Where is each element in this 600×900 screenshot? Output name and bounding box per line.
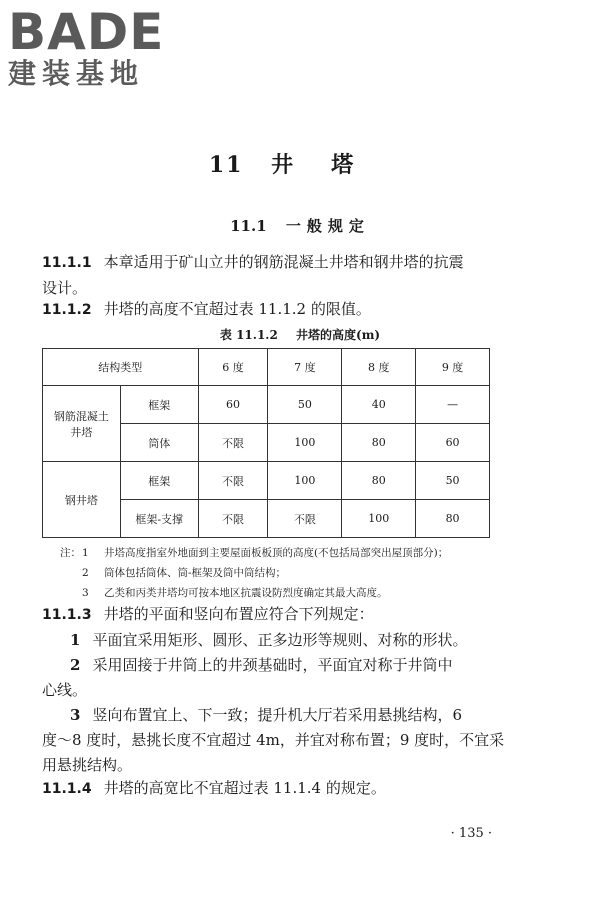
clause-number: 11.1.4: [42, 781, 92, 797]
item-text-cont1: 度～8 度时，悬挑长度不宜超过 4m，并宜对称布置；9 度时，不宜采: [42, 731, 505, 749]
note-index: 3: [82, 587, 89, 599]
clause-number: 11.1.1: [42, 255, 92, 271]
brand-logo: [8, 3, 178, 90]
notes-label: 注：: [60, 547, 81, 559]
cell-8: 80: [342, 462, 416, 500]
cell-9: —: [416, 386, 490, 424]
cell-8: 80: [342, 424, 416, 462]
logo-wordmark: BADE: [8, 3, 165, 61]
table-row: [43, 462, 490, 500]
row-type: 框架: [120, 462, 198, 500]
cell-9: 80: [416, 500, 490, 538]
cell-6: 不限: [198, 424, 268, 462]
chapter-name: 井塔: [271, 152, 392, 178]
clause-text: 井塔的高宽比不宜超过表 11.1.4 的规定。: [103, 779, 386, 797]
item-text: 采用固接于井筒上的井颈基础时，平面宜对称于井筒中: [92, 656, 453, 674]
header-9-degree: 9 度: [416, 349, 490, 386]
row-type: 筒体: [120, 424, 198, 462]
cell-7: 50: [268, 386, 342, 424]
clause-11-1-3: [42, 602, 562, 628]
clause-item-2: [42, 653, 562, 703]
cell-7: 100: [268, 462, 342, 500]
section-number: 11.1: [230, 217, 267, 235]
note-item: [60, 583, 560, 603]
table-row: [43, 386, 490, 424]
cell-8: 40: [342, 386, 416, 424]
clause-number: 11.1.2: [42, 302, 92, 318]
item-text: 竖向布置宜上、下一致；提升机大厅若采用悬挑结构，6: [92, 706, 462, 724]
section-title: [0, 215, 600, 236]
item-number: 2: [70, 656, 81, 674]
note-item: [60, 543, 560, 563]
cell-9: 50: [416, 462, 490, 500]
group-steel: 钢井塔: [43, 462, 121, 538]
clause-number: 11.1.3: [42, 607, 92, 623]
row-type: 框架: [120, 386, 198, 424]
cell-7: 100: [268, 424, 342, 462]
clause-text: 井塔的平面和竖向布置应符合下列规定：: [103, 605, 374, 623]
clause-11-1-2: [42, 297, 562, 323]
clause-text-cont: 设计。: [42, 279, 88, 297]
header-6-degree: 6 度: [198, 349, 268, 386]
group-rc: [43, 386, 121, 462]
cell-8: 100: [342, 500, 416, 538]
cell-6: 60: [198, 386, 268, 424]
item-number: 3: [70, 706, 81, 724]
header-7-degree: 7 度: [268, 349, 342, 386]
clause-11-1-1: [42, 250, 562, 301]
note-text: 井塔高度指室外地面到主要屋面板板顶的高度(不包括局部突出屋顶部分)；: [104, 547, 449, 559]
row-type: 框架-支撑: [120, 500, 198, 538]
table-notes: [60, 543, 560, 603]
note-text: 乙类和丙类井塔均可按本地区抗震设防烈度确定其最大高度。: [104, 587, 388, 599]
item-text-cont2: 用悬挑结构。: [42, 756, 133, 774]
cell-6: 不限: [198, 462, 268, 500]
clause-item-3: [42, 703, 562, 778]
item-number: 1: [70, 631, 81, 649]
table-caption-number: 表 11.1.2: [219, 328, 278, 342]
item-text: 平面宜采用矩形、圆形、正多边形等规则、对称的形状。: [92, 631, 468, 649]
section-name: 一般规定: [285, 217, 370, 235]
clause-11-1-4: [42, 776, 562, 802]
header-8-degree: 8 度: [342, 349, 416, 386]
note-text: 筒体包括筒体、筒-框架及筒中筒结构；: [104, 567, 287, 579]
chapter-title: [0, 148, 600, 179]
cell-9: 60: [416, 424, 490, 462]
note-item: [60, 563, 560, 583]
cell-6: 不限: [198, 500, 268, 538]
clause-item-1: [42, 628, 562, 653]
height-limit-table: [42, 348, 490, 538]
cell-7: 不限: [268, 500, 342, 538]
table-header-row: [43, 349, 490, 386]
table-caption-title: 井塔的高度(m): [296, 328, 381, 342]
chapter-number: 11: [208, 152, 244, 178]
note-index: 2: [82, 567, 89, 579]
item-text-cont: 心线。: [42, 681, 88, 699]
table-caption: [0, 326, 600, 343]
page-number: · 135 ·: [450, 826, 492, 841]
clause-text: 井塔的高度不宜超过表 11.1.2 的限值。: [103, 300, 371, 318]
header-structure-type: 结构类型: [43, 349, 199, 386]
clause-text: 本章适用于矿山立井的钢筋混凝土井塔和钢井塔的抗震: [103, 253, 464, 271]
note-index: 1: [82, 547, 89, 559]
logo-subtitle: 建装基地: [8, 57, 145, 90]
group-rc-line2: 井塔: [70, 425, 93, 439]
group-rc-line1: 钢筋混凝土: [53, 409, 109, 423]
